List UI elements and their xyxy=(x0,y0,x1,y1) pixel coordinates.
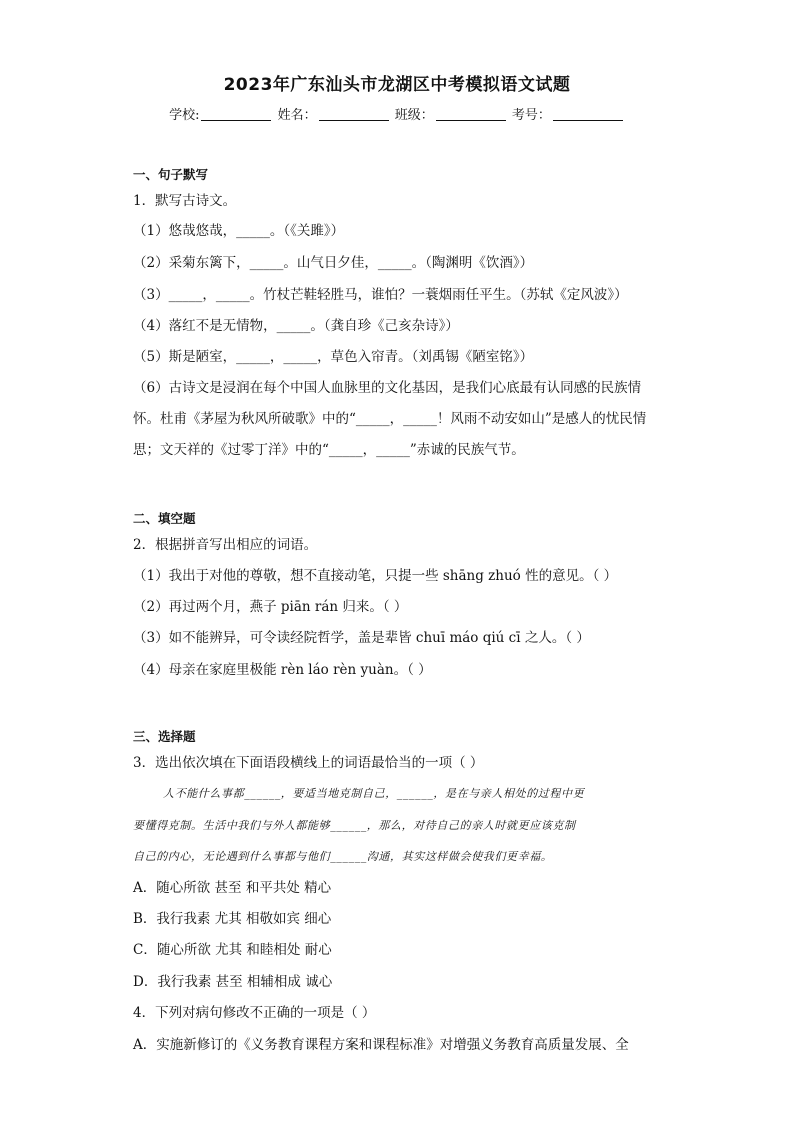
question-1-item: （2）采菊东篱下，_____。山气日夕佳，_____。（陶渊明《饮酒》） xyxy=(133,255,534,271)
question-3-option[interactable]: C．随心所欲 尤其 和睦相处 耐心 xyxy=(133,942,332,958)
exam-title: 2023年广东汕头市龙湖区中考模拟语文试题 xyxy=(223,75,571,95)
student-info-row xyxy=(0,104,794,123)
question-2-item: （3）如不能辨异，可令读经院哲学，盖是辈皆 chuī máo qiú cī 之人。（ ） xyxy=(133,630,590,646)
question-1-item: （3）_____，_____。竹杖芒鞋轻胜马，谁怕？一蓑烟雨任平生。（苏轼《定风波》） xyxy=(133,287,628,303)
question-4-option[interactable]: A．实施新修订的《义务教育课程方案和课程标准》对增强义务教育高质量发展、全 xyxy=(133,1037,629,1053)
question-3-stem: 3．选出依次填在下面语段横线上的词语最恰当的一项（ ） xyxy=(133,755,484,771)
class-blank[interactable] xyxy=(436,106,506,121)
section-heading-3: 三、选择题 xyxy=(133,729,196,744)
question-1-item: （4）落红不是无情物，_____。（龚自珍《己亥杂诗》） xyxy=(133,318,459,334)
question-3-passage-line: 要懂得克制。生活中我们与外人都能够______，那么，对待自己的亲人时就更应该克制 xyxy=(133,819,576,832)
school-label: 学校: xyxy=(169,108,200,123)
question-3-option[interactable]: B．我行我素 尤其 相敬如宾 细心 xyxy=(133,911,332,927)
name-blank[interactable] xyxy=(319,106,389,121)
question-1-item6-line: （6）古诗文是浸润在每个中国人血脉里的文化基因，是我们心底最有认同感的民族情 xyxy=(133,380,642,396)
question-2-item: （1）我出于对他的尊敬，想不直接动笔，只提一些 shāng zhuó 性的意见。（ ） xyxy=(133,568,618,584)
section-heading-1: 一、句子默写 xyxy=(133,167,209,182)
exam-no-label: 考号： xyxy=(511,108,551,123)
question-2-item: （2）再过两个月，燕子 piān rán 归来。（ ） xyxy=(133,599,408,615)
question-2-item: （4）母亲在家庭里极能 rèn láo rèn yuàn。（ ） xyxy=(133,662,432,678)
question-1-stem: 1．默写古诗文。 xyxy=(133,193,237,209)
question-4-stem: 4．下列对病句修改不正确的一项是（ ） xyxy=(133,1005,376,1021)
question-2-stem: 2．根据拼音写出相应的词语。 xyxy=(133,537,318,553)
question-1-item: （5）斯是陋室，_____，_____，草色入帘青。（刘禹锡《陋室铭》） xyxy=(133,349,534,365)
question-1-item6-line: 思；文天祥的《过零丁洋》中的“_____，_____”赤诚的民族气节。 xyxy=(133,442,525,458)
exam-no-blank[interactable] xyxy=(553,106,623,121)
question-3-option[interactable]: A．随心所欲 甚至 和平共处 精心 xyxy=(133,880,332,896)
question-3-passage-line: 人不能什么事都______，要适当地克制自己，______，是在与亲人相处的过程中更 xyxy=(163,787,585,800)
question-1-item: （1）悠哉悠哉，_____。（《关雎》） xyxy=(133,223,345,239)
question-3-option[interactable]: D．我行我素 甚至 相辅相成 诚心 xyxy=(133,974,333,990)
question-3-passage-line: 自己的内心，无论遇到什么事都与他们______沟通，其实这样做会使我们更幸福。 xyxy=(133,850,553,863)
class-label: 班级： xyxy=(394,108,434,123)
school-blank[interactable] xyxy=(201,106,271,121)
question-1-item6-line: 怀。杜甫《茅屋为秋风所破歌》中的“_____，_____！风雨不动安如山”是感人的忧民情 xyxy=(133,411,647,427)
section-heading-2: 二、填空题 xyxy=(133,511,196,526)
name-label: 姓名： xyxy=(277,108,317,123)
